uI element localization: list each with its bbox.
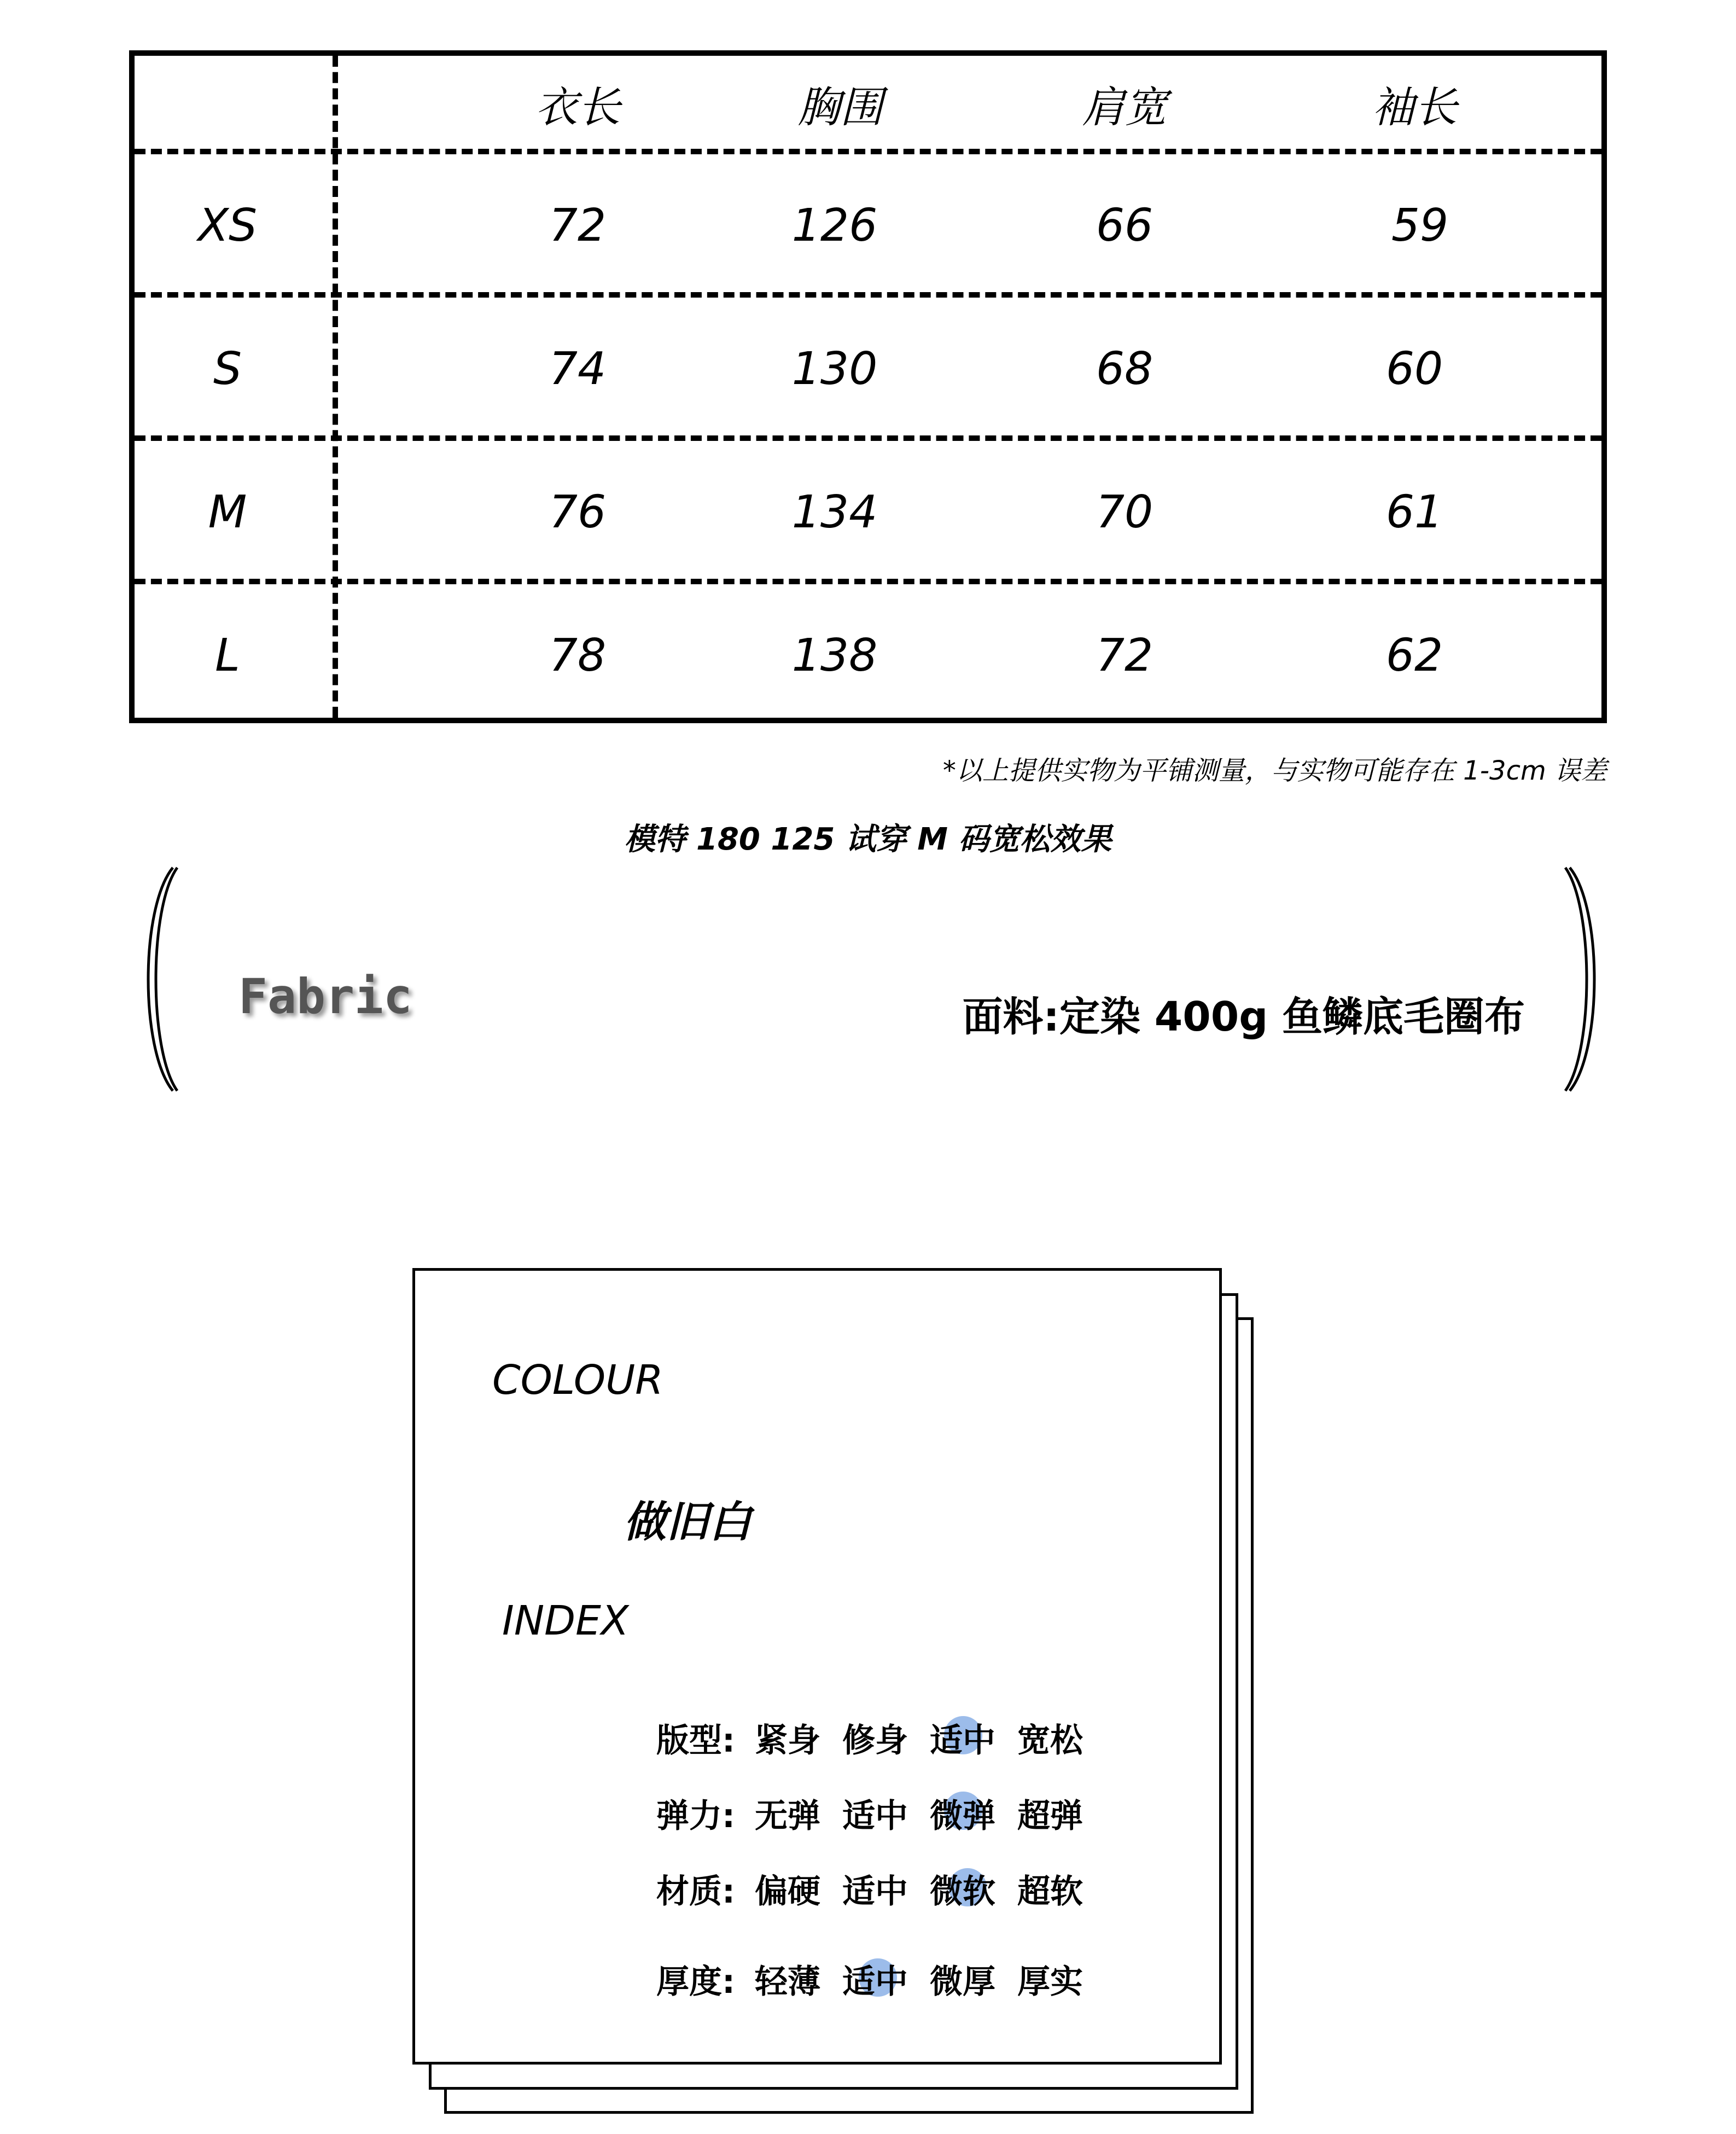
index-option: 微软 [930,1873,995,1911]
cell-length: 78 [549,629,607,682]
measurement-note: *以上提供实物为平铺测量，与实物可能存在 1-3cm 误差 [942,755,1607,786]
cell-chest: 138 [791,629,878,682]
row-divider [135,149,1601,154]
cell-chest: 134 [791,486,878,538]
material-description: 面料:定染 400g 鱼鳞底毛圈布 [962,993,1525,1040]
cell-shoulder: 70 [1096,486,1154,538]
size-label: S [213,342,242,395]
row-divider [135,579,1601,584]
index-option: 偏硬 [755,1873,820,1911]
header-shoulder: 肩宽 [1081,83,1167,132]
right-parenthesis [1564,864,1608,1094]
index-option: 轻薄 [755,1963,820,2001]
left-parenthesis [135,864,178,1094]
cell-shoulder: 68 [1096,342,1154,395]
cell-sleeve: 62 [1385,629,1443,682]
index-option: 修身 [842,1722,908,1760]
index-option: 微弹 [930,1797,995,1835]
size-table [129,50,1607,723]
size-label: L [215,629,240,682]
index-row-label: 材质: [656,1873,735,1911]
header-chest: 胸围 [797,83,883,132]
index-option: 无弹 [755,1797,820,1835]
index-row-elasticity [656,1790,1105,1837]
cell-length: 76 [549,486,607,538]
colour-label: COLOUR [492,1357,663,1404]
row-divider [135,435,1601,441]
cell-chest: 126 [791,199,878,252]
header-sleeve: 袖长 [1371,83,1457,132]
cell-sleeve: 59 [1391,199,1449,252]
cell-shoulder: 72 [1096,629,1154,682]
size-label: M [208,486,247,538]
cell-length: 74 [549,342,607,395]
index-option: 超软 [1017,1873,1083,1911]
index-row-fit [656,1714,1105,1761]
index-option: 超弹 [1017,1797,1083,1835]
size-label: XS [197,199,258,252]
index-option: 紧身 [755,1722,820,1760]
index-option: 适中 [842,1873,908,1911]
row-divider [135,292,1601,298]
index-option: 适中 [842,1963,908,2001]
cell-sleeve: 60 [1385,342,1443,395]
colour-value: 做旧白 [624,1498,752,1547]
cell-chest: 130 [791,342,878,395]
index-row-label: 版型: [656,1722,735,1760]
cell-shoulder: 66 [1096,199,1154,252]
fabric-label: Fabric [238,968,412,1025]
index-row-label: 弹力: [656,1797,735,1835]
index-option: 厚实 [1017,1963,1083,2001]
index-row-thickness [656,1956,1105,2003]
index-label: INDEX [502,1597,629,1644]
index-option: 适中 [842,1797,908,1835]
index-option: 微厚 [930,1963,995,2001]
index-option: 适中 [930,1722,995,1760]
header-length: 衣长 [534,83,620,132]
cell-sleeve: 61 [1385,486,1443,538]
index-row-material [656,1865,1105,1912]
index-option: 宽松 [1017,1722,1083,1760]
index-row-label: 厚度: [656,1963,735,2001]
cell-length: 72 [549,199,607,252]
model-info: 模特 180 125 试穿 M 码宽松效果 [624,822,1112,857]
